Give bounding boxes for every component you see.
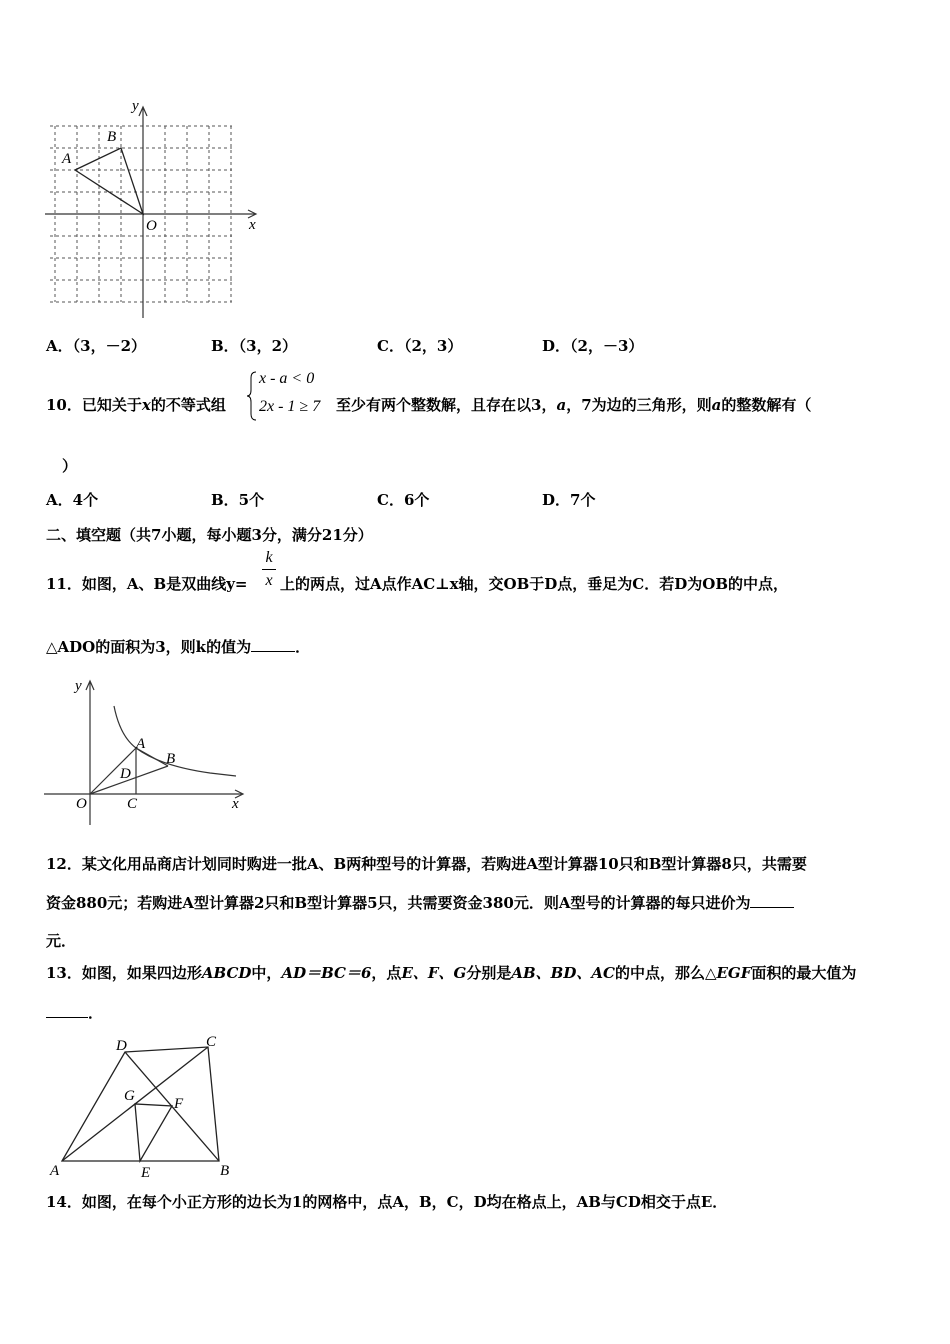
q11-answer-blank[interactable] <box>251 637 295 652</box>
q13-d-label: D <box>116 1038 127 1054</box>
q10-option-b: B．5个 <box>211 491 265 509</box>
q11-line2 <box>46 637 310 657</box>
triangle-abo <box>75 148 143 214</box>
q11-fraction <box>262 549 276 590</box>
q11-o-label: O <box>76 796 87 812</box>
q10-suffix-3: 的整数解有（ <box>721 396 812 414</box>
q10-var-x: x <box>141 396 151 414</box>
triangle-egf <box>135 1104 172 1161</box>
q10-inequality-2: 2x - 1 ≥ 7 <box>259 398 321 415</box>
q13-p3: ，点 <box>371 964 402 982</box>
q11-frac-num: k <box>265 549 273 566</box>
q10-suffix-2: ，7为边的三角形，则 <box>566 396 712 414</box>
q13-p5: 的中点，那么△ <box>614 964 717 982</box>
q14-text: 14．如图，在每个小正方形的边长为1的网格中，点A，B，C，D均在格点上，AB与CD相交于点E． <box>46 1193 728 1211</box>
q13-f-label: F <box>174 1096 184 1112</box>
q11-line2-end: ． <box>295 638 311 656</box>
q11-d-label: D <box>120 766 131 782</box>
q13-b-label: B <box>220 1163 230 1179</box>
section-2-title: 二、填空题（共7小题，每小题3分，满分21分） <box>46 526 373 544</box>
q10-system-brace <box>247 370 259 422</box>
q11-suffix: 上的两点，过A点作AC⊥x轴，交OB于D点，垂足为C．若D为OB的中点， <box>280 575 789 593</box>
axes <box>45 107 256 318</box>
grid-lines <box>50 126 232 302</box>
q10-option-a: A．4个 <box>46 491 99 509</box>
x-axis-label: x <box>249 217 256 233</box>
q13-p4: 分别是 <box>466 964 512 982</box>
q10-mid: 的不等式组 <box>150 396 226 414</box>
segment-oa <box>90 748 136 794</box>
q10-var-a2: a <box>711 396 722 414</box>
q10-stem-cont <box>336 395 811 415</box>
q11-axes <box>44 681 243 825</box>
q11-y-label: y <box>75 678 82 694</box>
q11-b-label: B <box>166 751 176 767</box>
q9-option-c: C．（2，3） <box>377 337 463 355</box>
q10-stem <box>46 395 226 415</box>
q12-answer-blank[interactable] <box>750 893 794 908</box>
q13-p1: 13．如图，如果四边形 <box>46 964 202 982</box>
q12-line2 <box>46 893 794 913</box>
q10-prefix: 10．已知关于 <box>46 396 142 414</box>
q10-close-paren: ） <box>62 457 78 475</box>
q13-abcd: ABCD <box>201 964 252 982</box>
q9-option-a: A．（3，－2） <box>46 337 147 355</box>
quad-abcd <box>62 1047 219 1161</box>
q11-frac-bar <box>262 569 276 570</box>
q11-frac-den: x <box>265 572 273 589</box>
origin-label: O <box>146 218 157 234</box>
q11-hyperbola-curve <box>114 706 236 776</box>
q13-egf: EGF <box>716 964 752 982</box>
q10-var-a: a <box>556 396 567 414</box>
q10-suffix-1: 至少有两个整数解，且存在以3， <box>336 396 557 414</box>
q10-inequality-1: x - a < 0 <box>259 370 315 387</box>
q13-segs: AB、BD、AC <box>511 964 615 982</box>
segment-ab <box>136 748 168 766</box>
q13-p6: 面积的最大值为 <box>751 964 857 982</box>
q11-line2-text: △ADO的面积为3，则k的值为 <box>46 638 252 656</box>
q13-e-label: E <box>141 1165 151 1181</box>
q11-prefix: 11．如图，A、B是双曲线y= <box>46 575 248 593</box>
q12-line3: 元． <box>46 932 77 950</box>
q13-pts: E、F、G <box>401 964 467 982</box>
q13-answer-blank[interactable] <box>46 1003 88 1018</box>
q11-x-label: x <box>232 796 239 812</box>
q13-line1 <box>46 963 856 983</box>
q13-line2 <box>46 1003 103 1023</box>
diagonal-bd <box>125 1052 219 1161</box>
q13-line2-end: ． <box>88 1004 104 1022</box>
q9-option-b: B．（3，2） <box>211 337 298 355</box>
q13-c-label: C <box>206 1034 217 1050</box>
q11-c-label: C <box>127 796 138 812</box>
segment-ob <box>90 766 168 794</box>
q10-option-d: D．7个 <box>542 491 596 509</box>
point-a-label: A <box>62 151 72 167</box>
q13-a-label: A <box>50 1163 60 1179</box>
q13-cond: AD＝BC＝6 <box>281 964 372 982</box>
q12-line1: 12．某文化用品商店计划同时购进一批A、B两种型号的计算器，若购进A型计算器10只和B型计算器8只，共需要 <box>46 855 807 873</box>
diagonal-ac <box>62 1047 208 1161</box>
y-axis-label: y <box>132 98 139 114</box>
q13-p2: 中， <box>251 964 282 982</box>
point-b-label: B <box>107 129 117 145</box>
q11-a-label: A <box>136 736 146 752</box>
q12-line2-text: 资金880元；若购进A型计算器2只和B型计算器5只，共需要资金380元．则A型号的计算器的每只进价为 <box>46 894 751 912</box>
q13-g-label: G <box>124 1088 135 1104</box>
q9-option-d: D．（2，－3） <box>542 337 644 355</box>
q10-option-c: C．6个 <box>377 491 430 509</box>
